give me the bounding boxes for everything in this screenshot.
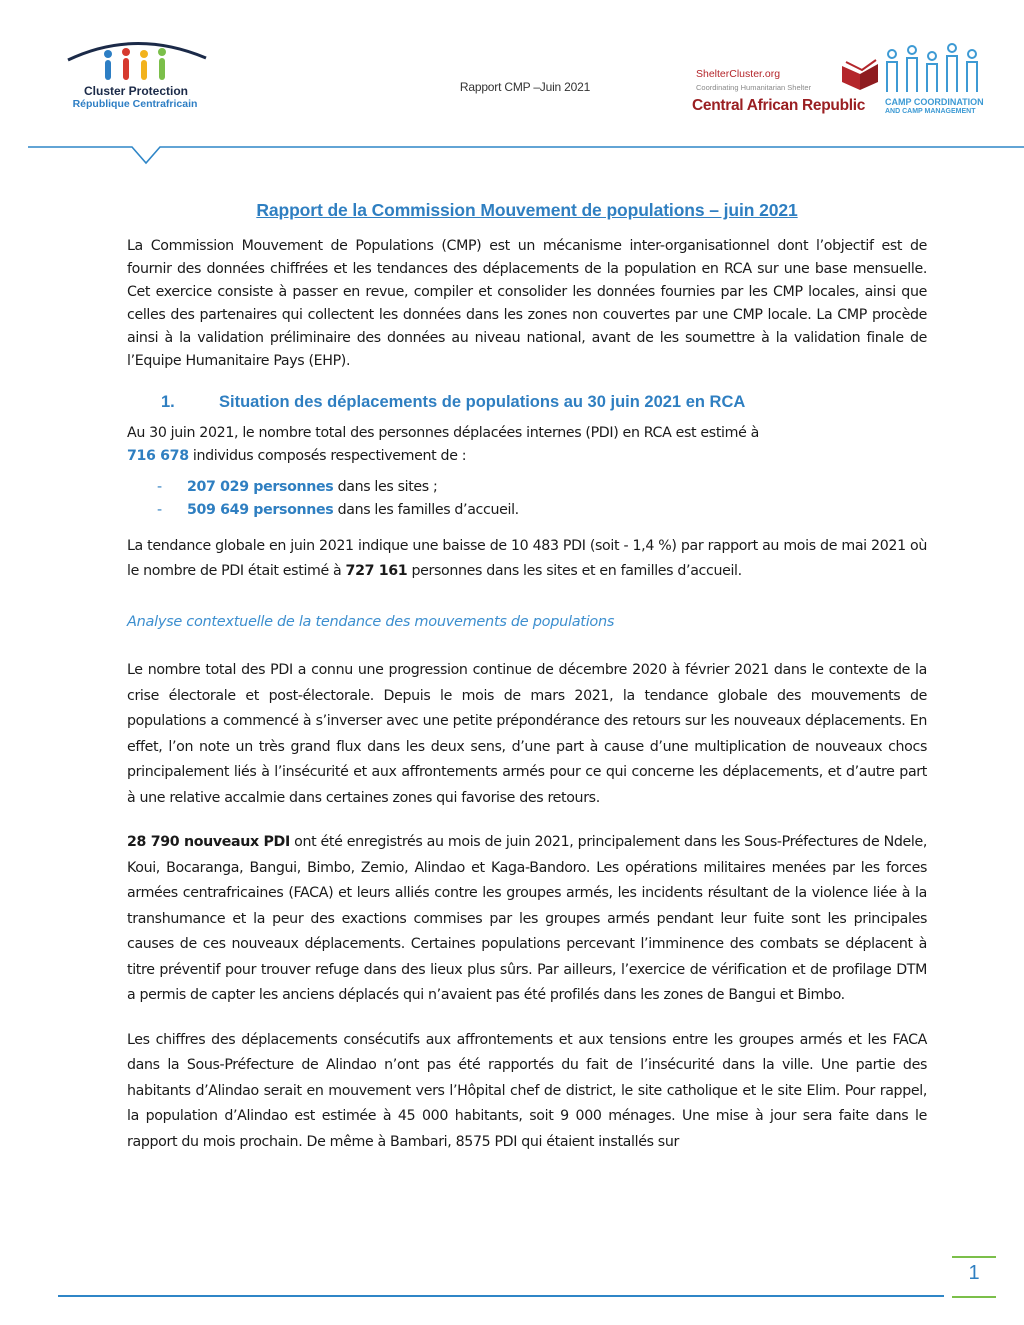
- total-pre-text: Au 30 juin 2021, le nombre total des personnes déplacées internes (PDI) en RCA est estimé à: [127, 425, 759, 441]
- analysis-subheading: Analyse contextuelle de la tendance des mouvements de populations: [127, 614, 615, 630]
- footer-divider: [58, 1295, 944, 1297]
- total-pdi-paragraph: [127, 422, 927, 468]
- header-title: Rapport CMP –Juin 2021: [459, 80, 591, 94]
- pdi-breakdown-list: [127, 476, 927, 522]
- shelter-cluster-tagline: Coordinating Humanitarian Shelter: [696, 83, 812, 92]
- country-name: Central African Republic: [692, 97, 866, 114]
- analysis-paragraph-3: Les chiffres des déplacements consécutifs aux affrontements et aux tensions entre les groupes armés et les FACA dans la Sous-Préfecture de Alindao n’ont pas été rapportés du fait de l’insécurité dans la ville. Une partie des habitants d’Alindao serait en mouvement vers l’Hôpital chef de district, le site catholique et le site Elim. Pour rappel, la population d’Alindao est estimée à 45 000 habitants, soit 9 000 ménages. Une mise à jour sera faite dans le rapport du mois prochain. De même à Bambari, 8575 PDI qui étaient installés sur: [127, 1031, 927, 1150]
- people-figures-icon: [98, 46, 178, 86]
- section-number: 1.: [161, 393, 175, 411]
- shelter-cluster-name: ShelterCluster.org: [696, 68, 781, 80]
- section-title: Situation des déplacements de populations au 30 juin 2021 en RCA: [219, 393, 746, 411]
- document-body: [127, 196, 927, 1155]
- list-item: [127, 499, 927, 522]
- analysis-paragraph-2-text: ont été enregistrés au mois de juin 2021, principalement dans les Sous-Préfectures de Ndele, Koui, Bocaranga, Bangui, Bimbo, Zemio, Alindao et Kaga-Bandoro. Les opérations militaires menées par les forces armées centrafricaines (FACA) et leurs alliés contre les groupes armés, les incidents résultant de la violence liée à la transhumance et la peur des exactions commises par les groupes armés pendant leur fuite sont les principales causes de ces nouveaux déplacements. Certaines populations percevant l’imminence des combats se déplacent à titre préventif pour trouver refuge dans des lieux plus sûrs. Par ailleurs, l’exercice de vérification et de profilage DTM a permis de capter les anciens déplacés qui n’avaient pas été profilés dans les zones de Bangui et Bimbo.: [127, 834, 927, 1003]
- header-divider: [28, 140, 1024, 168]
- trend-pre-text: La tendance globale en juin 2021 indique une baisse de 10 483 PDI (soit - 1,4 %) par rapport au mois de mai 2021 où le nombre de PDI était estimé à: [127, 538, 927, 579]
- may-pdi-value: 727 161: [345, 563, 408, 579]
- cccm-line1: CAMP COORDINATION: [885, 97, 984, 107]
- trend-post-text: personnes dans les sites et en familles d’accueil.: [407, 563, 742, 579]
- analysis-paragraph-2: [127, 830, 927, 1009]
- trend-paragraph: [127, 534, 927, 584]
- sites-text: dans les sites ;: [333, 479, 438, 495]
- page-header: [0, 0, 1024, 170]
- host-families-value: 509 649 personnes: [187, 502, 334, 518]
- intro-paragraph: La Commission Mouvement de Populations (CMP) est un mécanisme inter-organisationnel dont l’objectif est de fournir des données chiffrées et les tendances des déplacements de la population en RCA sur une base mensuelle. Cet exercice consiste à passer en revue, compiler et consolider les données fournies par les CMP locales, ainsi que celles des partenaires qui collectent les données dans les zones non couvertes par une CMP locale. La CMP procède ainsi à la validation préliminaire des données au niveau national, avant de les soumettre à la validation finale de l’Equipe Humanitaire Pays (EHP).: [127, 238, 927, 369]
- total-post-text: individus composés respectivement de :: [188, 448, 467, 464]
- list-dash: -: [157, 479, 162, 495]
- document-title: Rapport de la Commission Mouvement de populations – juin 2021: [256, 200, 798, 220]
- section-1-heading: [127, 393, 927, 412]
- logo-line1: Cluster Protection: [83, 84, 188, 98]
- shelter-book-icon: [840, 56, 880, 92]
- cccm-line2: AND CAMP MANAGEMENT: [885, 108, 976, 115]
- logo-line2: République Centrafricain: [72, 98, 198, 110]
- cluster-protection-logo: [60, 36, 210, 116]
- list-dash: -: [157, 502, 162, 518]
- sites-value: 207 029 personnes: [187, 479, 334, 495]
- page-number: 1: [968, 1262, 980, 1284]
- list-item: [127, 476, 927, 499]
- host-families-text: dans les familles d’accueil.: [333, 502, 519, 518]
- total-pdi-value: 716 678: [127, 448, 189, 464]
- shelter-cccm-logo: [690, 42, 990, 122]
- cccm-people-icon: [882, 42, 982, 96]
- analysis-paragraph-1: Le nombre total des PDI a connu une progression continue de décembre 2020 à février 2021 dans le contexte de la crise électorale et post-électorale. Depuis le mois de mars 2021, la tendance globale des mouvements de populations a commencé à s’inverser avec une petite prépondérance des retours sur les nouveaux déplacements. En effet, l’on note un très grand flux dans les deux sens, d’une part à cause d’une multiplication de nouveaux chocs principalement liés à l’insécurité et aux affrontements armés pour ce qui concerne les déplacements, et d’autre part à une relative accalmie dans certaines zones qui favorise des retours.: [127, 662, 927, 806]
- new-pdi-value: 28 790 nouveaux PDI: [127, 834, 290, 850]
